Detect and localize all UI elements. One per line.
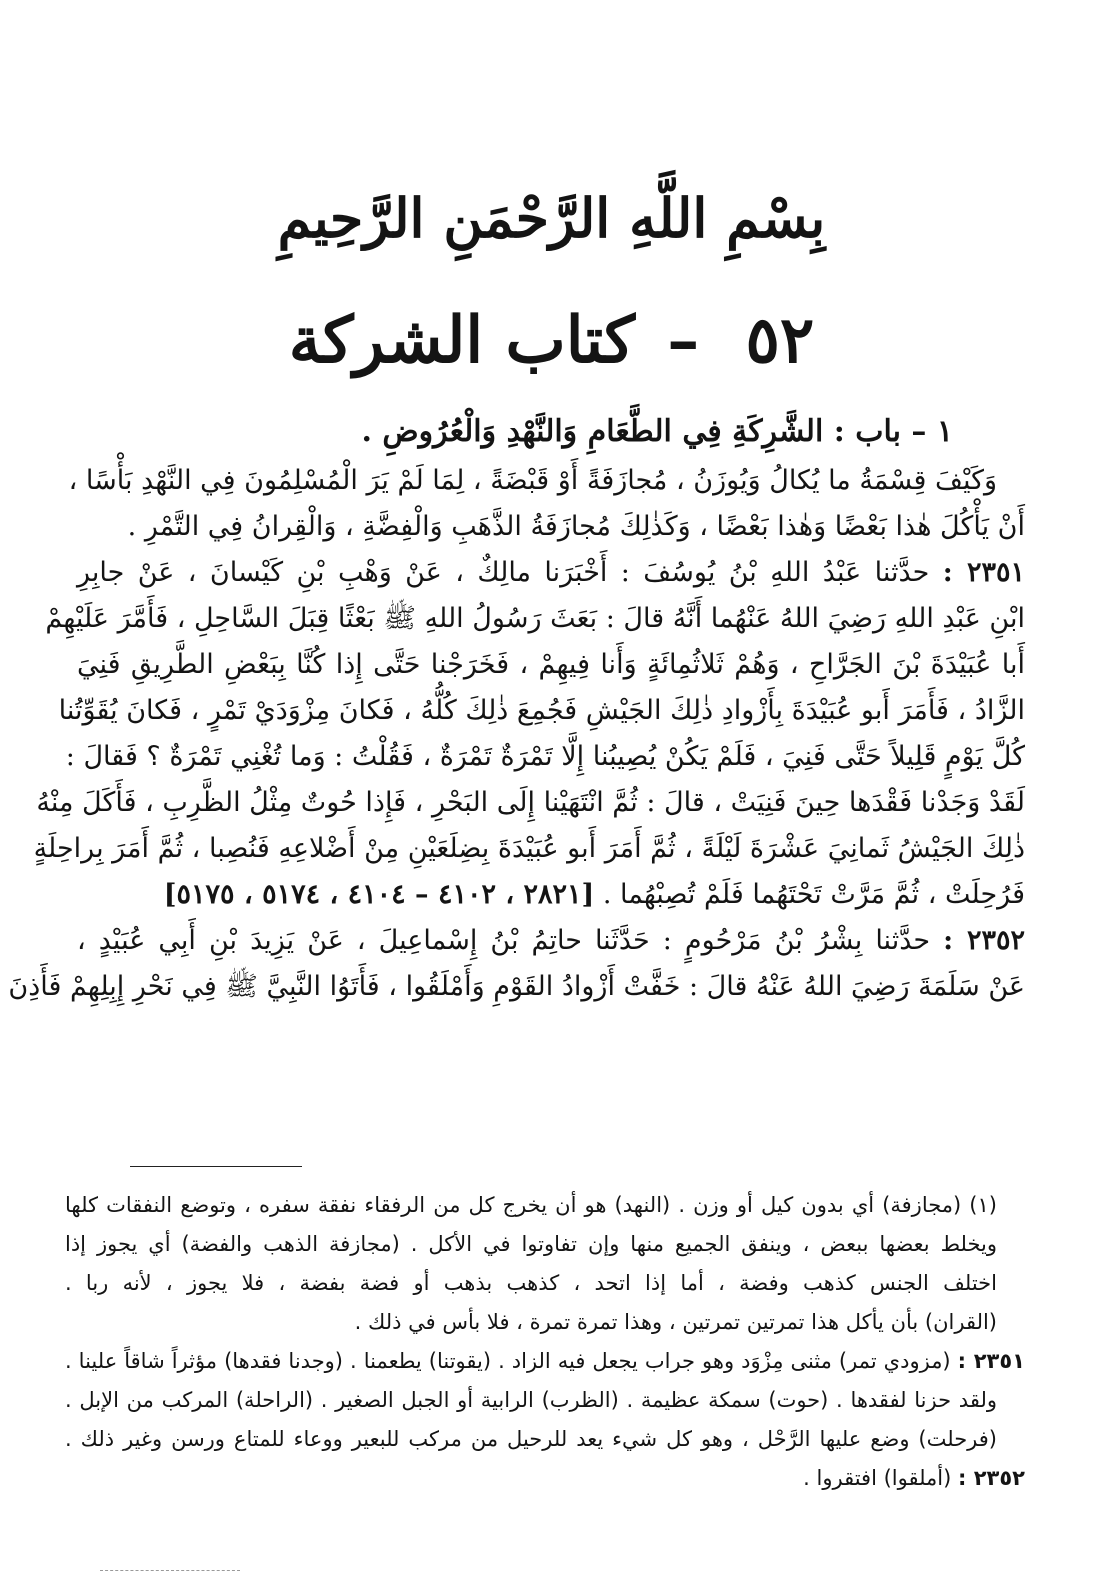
cross-references: [٢٨٢١ ، ٤١٠٢ – ٤١٠٤ ، ٥١٧٤ ، ٥١٧٥] <box>163 879 595 910</box>
footnote-line: (أملقوا) افتقروا . <box>803 1466 952 1490</box>
book-number: ٥٢ <box>745 303 815 378</box>
footnote-line: اختلف الجنس كذهب وفضة ، أما إذا اتحد ، كذهب بذهب أو فضة بفضة ، فلا يجوز ، لأنه ربا . <box>65 1271 997 1295</box>
text-line: الزَّادُ ، فَأَمَرَ أَبو عُبَيْدَةَ بِأَزْوادِ ذٰلِكَ الجَيْشِ فَجُمِعَ ذٰلِكَ كُلُّهُ ، فَكانَ مِزْوَدَيْ تَمْرٍ ، فَكانَ يُقَوِّتُنا <box>58 695 1025 726</box>
hadith-2351-line <box>77 550 1025 596</box>
footnote-number: ٢٣٥٢ : <box>958 1466 1025 1490</box>
basmala: بِسْمِ اللَّهِ الرَّحْمَنِ الرَّحِيمِ <box>277 186 826 250</box>
footnote-line: (القران) بأن يأكل هذا تمرتين تمرتين ، وهذا تمرة تمرة ، فلا بأس في ذلك . <box>354 1310 997 1334</box>
book-dash: – <box>667 303 700 378</box>
footnote-line: ولقد حزنا لفقدها . (حوت) سمكة عظيمة . (الظرب) الرابية أو الجبل الصغير . (الراحلة) المركب من الإبل . <box>65 1388 997 1412</box>
text-line: ابْنِ عَبْدِ اللهِ رَضِيَ اللهُ عَنْهُما أَنَّهُ قالَ : بَعَثَ رَسُولُ اللهِ ﷺ بَعْثًا قِبَلَ السَّاحِلِ ، فَأَمَّرَ عَلَيْهِمْ <box>45 603 1025 634</box>
footnote-2351-line <box>65 1342 1025 1381</box>
text-line: لَقَدْ وَجَدْنا فَقْدَها حِينَ فَنِيَتْ ، قالَ : ثُمَّ انْتَهَيْنا إِلَى البَحْرِ ، فَإِذا حُوتٌ مِثْلُ الظَّرِبِ ، فَأَكَلَ مِنْهُ <box>36 787 1025 818</box>
hadith-number: ٢٣٥١ : <box>942 557 1026 588</box>
footnote-divider <box>130 1166 302 1167</box>
text-line: عَنْ سَلَمَةَ رَضِيَ اللهُ عَنْهُ قالَ : خَفَّتْ أَزْوادُ القَوْمِ وَأَمْلَقُوا ، فَأَتَوُا النَّبِيَّ ﷺ فِي نَحْرِ إِبِلِهِمْ فَأَذِنَ <box>8 971 1025 1002</box>
text-line: حدَّثنا بِشْرُ بْنُ مَرْحُومٍ : حَدَّثَنا حاتِمُ بْنُ إِسْماعِيلَ ، عَنْ يَزِيدَ بْنِ أَبِي عُبَيْدٍ ، <box>77 925 931 956</box>
text-line-with-refs <box>77 872 1025 918</box>
footnote-line: (١) (مجازفة) أي بدون كيل أو وزن . (النهد) هو أن يخرج كل من الرفقاء نفقة سفره ، وتوضع النفقات كلها <box>65 1193 997 1217</box>
text-line: وَكَيْفَ قِسْمَةُ ما يُكالُ وَيُوزَنُ ، مُجازَفَةً أَوْ قَبْضَةً ، لِمَا لَمْ يَرَ الْمُسْلِمُونَ فِي النَّهْدِ بَأْسًا ، <box>68 465 997 496</box>
page-bottom-mark <box>100 1570 240 1571</box>
footnote-line: (مزودي تمر) مثنى مِزْوَد وهو جراب يجعل فيه الزاد . (يقوتنا) يطعمنا . (وجدنا فقدها) مؤثراً شاقاً علينا . <box>65 1349 951 1373</box>
text-line: أَبا عُبَيْدَةَ بْنَ الجَرَّاحِ ، وَهُمْ ثَلاثُمِائَةٍ وَأَنا فِيهِمْ ، فَخَرَجْنا حَتَّى إِذا كُنَّا بِبَعْضِ الطَّرِيقِ فَنِيَ <box>77 649 1025 680</box>
text-line: ذٰلِكَ الجَيْشُ ثَمانِيَ عَشْرَةَ لَيْلَةً ، ثُمَّ أَمَرَ أَبو عُبَيْدَةَ بِضِلَعَيْنِ مِنْ أَضْلاعِهِ فَنُصِبا ، ثُمَّ أَمَرَ بِراحِلَةٍ <box>33 833 1025 864</box>
footnote-line: ويخلط بعضها ببعض ، وينفق الجميع منها وإن تفاوتوا في الأكل . (مجازفة الذهب والفضة) أي يجوز إذا <box>65 1232 997 1256</box>
hadith-2352-line <box>77 918 1025 964</box>
book-name: كتاب الشركة <box>288 303 635 378</box>
text-line: فَرُحِلَتْ ، ثُمَّ مَرَّتْ تَحْتَهُما فَلَمْ تُصِبْهُما . <box>602 879 1025 910</box>
footnote-number: ٢٣٥١ : <box>957 1349 1025 1373</box>
footnote-2352-line <box>65 1459 1025 1498</box>
footnote-line: (فرحلت) وضع عليها الرَّحْل ، وهو كل شيء يعد للرحيل من مركب للبعير ووعاء للمتاع ورسن وغير ذلك . <box>65 1427 997 1451</box>
text-line: أَنْ يَأْكُلَ هٰذا بَعْضًا وَهٰذا بَعْضًا ، وَكَذٰلِكَ مُجازَفَةُ الذَّهَبِ وَالْفِضَّةِ ، وَالْقِرانُ فِي التَّمْرِ . <box>127 511 1025 542</box>
footnotes <box>65 1186 1025 1498</box>
main-text <box>8 458 1026 1010</box>
book-title <box>0 298 1103 384</box>
hadith-number: ٢٣٥٢ : <box>943 925 1025 956</box>
chapter-heading: ١ – باب : الشَّرِكَةِ فِي الطَّعَامِ وَالنَّهْدِ وَالْعُرُوضِ . <box>361 414 953 449</box>
text-line: كُلَّ يَوْمٍ قَلِيلاً حَتَّى فَنِيَ ، فَلَمْ يَكُنْ يُصِيبُنا إِلَّا تَمْرَةٌ تَمْرَةٌ ، فَقُلْتُ : وَما تُغْنِي تَمْرَةٌ ؟ فَقالَ : <box>65 741 1025 772</box>
text-line: حدَّثنا عَبْدُ اللهِ بْنُ يُوسُفَ : أَخْبَرَنا مالِكٌ ، عَنْ وَهْبِ بْنِ كَيْسانَ ، عَنْ جابِرِ <box>77 557 930 588</box>
